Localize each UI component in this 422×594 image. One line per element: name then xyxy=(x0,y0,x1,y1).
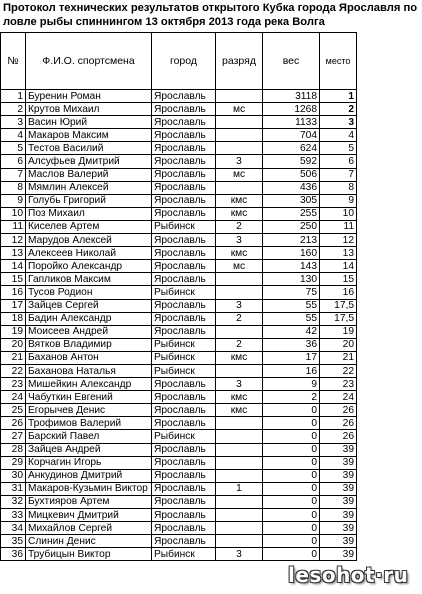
cell-city[interactable]: Ярославль xyxy=(152,456,216,469)
cell-weight[interactable]: 592 xyxy=(263,155,320,168)
cell-city[interactable]: Рыбинск xyxy=(152,430,216,443)
cell-place[interactable]: 26 xyxy=(320,417,357,430)
cell-rank[interactable]: кмс xyxy=(216,207,263,220)
cell-city[interactable]: Ярославль xyxy=(152,155,216,168)
cell-rank[interactable] xyxy=(216,325,263,338)
cell-name[interactable]: Моисеев Андрей xyxy=(26,325,152,338)
cell-name[interactable]: Голубь Григорий xyxy=(26,194,152,207)
cell-number[interactable]: 32 xyxy=(1,495,26,508)
col-header-name[interactable]: Ф.И.О. спортсмена xyxy=(26,33,152,90)
cell-city[interactable]: Ярославль xyxy=(152,482,216,495)
cell-rank[interactable] xyxy=(216,443,263,456)
table-row xyxy=(1,351,357,364)
cell-number[interactable]: 6 xyxy=(1,155,26,168)
cell-weight[interactable]: 0 xyxy=(263,417,320,430)
cell-name[interactable]: Буренин Роман xyxy=(26,90,152,103)
cell-place[interactable]: 20 xyxy=(320,338,357,351)
table-row xyxy=(1,129,357,142)
cell-number[interactable]: 5 xyxy=(1,142,26,155)
cell-weight[interactable]: 55 xyxy=(263,312,320,325)
cell-number[interactable]: 24 xyxy=(1,391,26,404)
cell-number[interactable]: 36 xyxy=(1,548,26,561)
cell-place[interactable]: 6 xyxy=(320,155,357,168)
cell-rank[interactable] xyxy=(216,129,263,142)
cell-name[interactable]: Марудов Алексей xyxy=(26,234,152,247)
cell-name[interactable]: Бухтияров Артем xyxy=(26,495,152,508)
cell-place[interactable]: 9 xyxy=(320,194,357,207)
cell-name[interactable]: Алексеев Николай xyxy=(26,247,152,260)
cell-rank[interactable]: кмс xyxy=(216,194,263,207)
cell-weight[interactable]: 55 xyxy=(263,299,320,312)
cell-number[interactable]: 2 xyxy=(1,103,26,116)
cell-weight[interactable]: 0 xyxy=(263,443,320,456)
cell-number[interactable]: 26 xyxy=(1,417,26,430)
cell-name[interactable]: Мямлин Алексей xyxy=(26,181,152,194)
cell-place[interactable]: 39 xyxy=(320,495,357,508)
cell-name[interactable]: Барский Павел xyxy=(26,430,152,443)
table-row xyxy=(1,312,357,325)
page-title: Протокол технических результатов открытого Кубка города Ярославля по ловле рыбы спиннингом 13 октября 2013 года река Волга xyxy=(3,2,418,28)
cell-city[interactable]: Ярославль xyxy=(152,299,216,312)
cell-rank[interactable]: 3 xyxy=(216,299,263,312)
cell-name[interactable]: Гапликов Максим xyxy=(26,273,152,286)
cell-number[interactable]: 13 xyxy=(1,247,26,260)
cell-weight[interactable]: 16 xyxy=(263,364,320,377)
cell-number[interactable]: 17 xyxy=(1,299,26,312)
cell-weight[interactable]: 213 xyxy=(263,234,320,247)
cell-city[interactable]: Ярославль xyxy=(152,234,216,247)
cell-city[interactable]: Ярославль xyxy=(152,116,216,129)
cell-weight[interactable]: 0 xyxy=(263,404,320,417)
cell-rank[interactable] xyxy=(216,116,263,129)
cell-weight[interactable]: 1268 xyxy=(263,103,320,116)
table-row xyxy=(1,207,357,220)
cell-rank[interactable] xyxy=(216,535,263,548)
cell-place[interactable]: 14 xyxy=(320,260,357,273)
cell-number[interactable]: 33 xyxy=(1,509,26,522)
cell-place[interactable]: 39 xyxy=(320,469,357,482)
cell-city[interactable]: Ярославль xyxy=(152,417,216,430)
cell-weight[interactable]: 42 xyxy=(263,325,320,338)
cell-number[interactable]: 11 xyxy=(1,220,26,233)
cell-name[interactable]: Трубицын Виктор xyxy=(26,548,152,561)
cell-city[interactable]: Ярославль xyxy=(152,260,216,273)
site-watermark xyxy=(288,556,422,594)
cell-place[interactable]: 24 xyxy=(320,391,357,404)
table-row xyxy=(1,417,357,430)
cell-weight[interactable]: 160 xyxy=(263,247,320,260)
cell-rank[interactable] xyxy=(216,495,263,508)
cell-city[interactable]: Ярославль xyxy=(152,207,216,220)
cell-weight[interactable]: 0 xyxy=(263,509,320,522)
cell-city[interactable]: Ярославль xyxy=(152,391,216,404)
cell-rank[interactable] xyxy=(216,509,263,522)
cell-number[interactable]: 22 xyxy=(1,364,26,377)
cell-place[interactable]: 39 xyxy=(320,443,357,456)
cell-weight[interactable]: 0 xyxy=(263,522,320,535)
table-row xyxy=(1,155,357,168)
cell-weight[interactable]: 255 xyxy=(263,207,320,220)
cell-place[interactable]: 21 xyxy=(320,351,357,364)
cell-place[interactable]: 39 xyxy=(320,509,357,522)
cell-rank[interactable] xyxy=(216,522,263,535)
cell-city[interactable]: Ярославль xyxy=(152,509,216,522)
cell-rank[interactable] xyxy=(216,286,263,299)
cell-number[interactable]: 29 xyxy=(1,456,26,469)
table-row xyxy=(1,391,357,404)
cell-name[interactable]: Бадин Александр xyxy=(26,312,152,325)
table-row xyxy=(1,299,357,312)
cell-number[interactable]: 34 xyxy=(1,522,26,535)
cell-rank[interactable]: кмс xyxy=(216,247,263,260)
cell-number[interactable]: 7 xyxy=(1,168,26,181)
results-table xyxy=(0,32,357,561)
cell-place[interactable]: 23 xyxy=(320,378,357,391)
table-row xyxy=(1,443,357,456)
table-row xyxy=(1,168,357,181)
watermark-text: lesohot·ru xyxy=(288,563,409,587)
cell-city[interactable]: Ярославль xyxy=(152,325,216,338)
table-row xyxy=(1,482,357,495)
cell-number[interactable]: 30 xyxy=(1,469,26,482)
cell-place[interactable]: 13 xyxy=(320,247,357,260)
col-header-city[interactable]: город xyxy=(152,33,216,90)
cell-city[interactable]: Ярославль xyxy=(152,103,216,116)
table-row xyxy=(1,116,357,129)
cell-place[interactable]: 26 xyxy=(320,430,357,443)
table-row xyxy=(1,522,357,535)
cell-rank[interactable] xyxy=(216,90,263,103)
cell-weight[interactable]: 704 xyxy=(263,129,320,142)
cell-rank[interactable]: 2 xyxy=(216,220,263,233)
cell-rank[interactable] xyxy=(216,142,263,155)
cell-rank[interactable]: 3 xyxy=(216,155,263,168)
cell-name[interactable]: Крутов Михаил xyxy=(26,103,152,116)
cell-name[interactable]: Егорычев Денис xyxy=(26,404,152,417)
cell-weight[interactable]: 17 xyxy=(263,351,320,364)
cell-rank[interactable] xyxy=(216,469,263,482)
cell-rank[interactable]: 2 xyxy=(216,312,263,325)
cell-number[interactable]: 8 xyxy=(1,181,26,194)
cell-name[interactable]: Поз Михаил xyxy=(26,207,152,220)
cell-place[interactable]: 26 xyxy=(320,404,357,417)
cell-name[interactable]: Макаров-Кузьмин Виктор xyxy=(26,482,152,495)
table-row xyxy=(1,535,357,548)
cell-name[interactable]: Михайлов Сергей xyxy=(26,522,152,535)
table-row xyxy=(1,234,357,247)
cell-place[interactable]: 39 xyxy=(320,535,357,548)
cell-city[interactable]: Рыбинск xyxy=(152,286,216,299)
cell-weight[interactable]: 0 xyxy=(263,430,320,443)
cell-name[interactable]: Макаров Максим xyxy=(26,129,152,142)
cell-weight[interactable]: 0 xyxy=(263,535,320,548)
cell-rank[interactable] xyxy=(216,181,263,194)
cell-place[interactable]: 16 xyxy=(320,286,357,299)
cell-number[interactable]: 20 xyxy=(1,338,26,351)
cell-city[interactable]: Ярославль xyxy=(152,404,216,417)
cell-number[interactable]: 4 xyxy=(1,129,26,142)
cell-number[interactable]: 31 xyxy=(1,482,26,495)
cell-name[interactable]: Мицкевич Дмитрий xyxy=(26,509,152,522)
cell-rank[interactable] xyxy=(216,273,263,286)
cell-number[interactable]: 14 xyxy=(1,260,26,273)
cell-weight[interactable]: 143 xyxy=(263,260,320,273)
cell-name[interactable]: Зайцев Андрей xyxy=(26,443,152,456)
cell-number[interactable]: 28 xyxy=(1,443,26,456)
table-row xyxy=(1,194,357,207)
table-row xyxy=(1,404,357,417)
cell-number[interactable]: 1 xyxy=(1,90,26,103)
col-header-number[interactable]: № xyxy=(1,33,26,90)
table-row xyxy=(1,220,357,233)
cell-rank[interactable]: мс xyxy=(216,103,263,116)
table-row xyxy=(1,378,357,391)
cell-place[interactable]: 22 xyxy=(320,364,357,377)
cell-number[interactable]: 10 xyxy=(1,207,26,220)
cell-weight[interactable]: 75 xyxy=(263,286,320,299)
cell-city[interactable]: Ярославль xyxy=(152,273,216,286)
cell-name[interactable]: Киселев Артем xyxy=(26,220,152,233)
cell-rank[interactable] xyxy=(216,456,263,469)
cell-place[interactable]: 2 xyxy=(320,103,357,116)
cell-city[interactable]: Рыбинск xyxy=(152,351,216,364)
cell-city[interactable]: Рыбинск xyxy=(152,548,216,561)
header-row xyxy=(1,33,357,90)
table-row xyxy=(1,469,357,482)
cell-city[interactable]: Рыбинск xyxy=(152,338,216,351)
table-row xyxy=(1,247,357,260)
cell-weight[interactable]: 0 xyxy=(263,495,320,508)
cell-name[interactable]: Тусов Родион xyxy=(26,286,152,299)
cell-number[interactable]: 23 xyxy=(1,378,26,391)
table-row xyxy=(1,430,357,443)
cell-place[interactable]: 3 xyxy=(320,116,357,129)
cell-number[interactable]: 27 xyxy=(1,430,26,443)
cell-city[interactable]: Рыбинск xyxy=(152,220,216,233)
table-row xyxy=(1,273,357,286)
table-row xyxy=(1,495,357,508)
cell-number[interactable]: 25 xyxy=(1,404,26,417)
cell-name[interactable]: Трофимов Валерий xyxy=(26,417,152,430)
cell-place[interactable]: 7 xyxy=(320,168,357,181)
cell-weight[interactable]: 506 xyxy=(263,168,320,181)
table-row xyxy=(1,142,357,155)
table-row xyxy=(1,456,357,469)
cell-name[interactable]: Васин Юрий xyxy=(26,116,152,129)
cell-number[interactable]: 3 xyxy=(1,116,26,129)
cell-city[interactable]: Ярославль xyxy=(152,90,216,103)
cell-weight[interactable]: 2 xyxy=(263,391,320,404)
table-row xyxy=(1,181,357,194)
cell-city[interactable]: Ярославль xyxy=(152,378,216,391)
cell-weight[interactable]: 305 xyxy=(263,194,320,207)
cell-name[interactable]: Поройко Александр xyxy=(26,260,152,273)
cell-rank[interactable]: 3 xyxy=(216,378,263,391)
cell-place[interactable]: 11 xyxy=(320,220,357,233)
cell-place[interactable]: 10 xyxy=(320,207,357,220)
cell-number[interactable]: 35 xyxy=(1,535,26,548)
cell-number[interactable]: 9 xyxy=(1,194,26,207)
cell-city[interactable]: Ярославль xyxy=(152,495,216,508)
table-row xyxy=(1,286,357,299)
cell-weight[interactable]: 0 xyxy=(263,548,320,561)
cell-place[interactable]: 39 xyxy=(320,456,357,469)
cell-name[interactable]: Анкудинов Дмитрий xyxy=(26,469,152,482)
cell-city[interactable]: Ярославль xyxy=(152,194,216,207)
cell-name[interactable]: Мишейкин Александр xyxy=(26,378,152,391)
cell-weight[interactable]: 624 xyxy=(263,142,320,155)
cell-city[interactable]: Ярославль xyxy=(152,312,216,325)
cell-rank[interactable]: 3 xyxy=(216,548,263,561)
cell-rank[interactable] xyxy=(216,430,263,443)
cell-rank[interactable]: кмс xyxy=(216,404,263,417)
cell-name[interactable]: Баханова Наталья xyxy=(26,364,152,377)
cell-weight[interactable]: 1133 xyxy=(263,116,320,129)
cell-place[interactable]: 4 xyxy=(320,129,357,142)
cell-weight[interactable]: 0 xyxy=(263,469,320,482)
cell-rank[interactable] xyxy=(216,364,263,377)
cell-place[interactable]: 8 xyxy=(320,181,357,194)
cell-name[interactable]: Баханов Антон xyxy=(26,351,152,364)
cell-place[interactable]: 19 xyxy=(320,325,357,338)
cell-weight[interactable]: 0 xyxy=(263,456,320,469)
cell-place[interactable]: 39 xyxy=(320,522,357,535)
cell-name[interactable]: Маслов Валерий xyxy=(26,168,152,181)
cell-name[interactable]: Вятков Владимир xyxy=(26,338,152,351)
cell-rank[interactable]: 2 xyxy=(216,338,263,351)
cell-rank[interactable]: мс xyxy=(216,260,263,273)
cell-place[interactable]: 12 xyxy=(320,234,357,247)
cell-city[interactable]: Ярославль xyxy=(152,168,216,181)
cell-number[interactable]: 19 xyxy=(1,325,26,338)
cell-city[interactable]: Ярославль xyxy=(152,181,216,194)
cell-city[interactable]: Ярославль xyxy=(152,535,216,548)
cell-weight[interactable]: 0 xyxy=(263,482,320,495)
col-header-place[interactable]: место xyxy=(320,33,357,90)
cell-city[interactable]: Ярославль xyxy=(152,129,216,142)
cell-name[interactable]: Слинин Денис xyxy=(26,535,152,548)
table-row xyxy=(1,103,357,116)
cell-weight[interactable]: 436 xyxy=(263,181,320,194)
table-row xyxy=(1,364,357,377)
cell-place[interactable]: 15 xyxy=(320,273,357,286)
cell-place[interactable]: 17,5 xyxy=(320,312,357,325)
cell-rank[interactable] xyxy=(216,417,263,430)
table-row xyxy=(1,90,357,103)
cell-city[interactable]: Ярославль xyxy=(152,247,216,260)
cell-name[interactable]: Корчагин Игорь xyxy=(26,456,152,469)
cell-name[interactable]: Чабуткин Евгений xyxy=(26,391,152,404)
cell-place[interactable]: 17,5 xyxy=(320,299,357,312)
cell-rank[interactable]: кмс xyxy=(216,351,263,364)
table-row xyxy=(1,260,357,273)
cell-number[interactable]: 12 xyxy=(1,234,26,247)
cell-city[interactable]: Ярославль xyxy=(152,142,216,155)
cell-number[interactable]: 18 xyxy=(1,312,26,325)
cell-name[interactable]: Зайцев Сергей xyxy=(26,299,152,312)
cell-place[interactable]: 39 xyxy=(320,548,357,561)
cell-rank[interactable]: мс xyxy=(216,168,263,181)
cell-place[interactable]: 1 xyxy=(320,90,357,103)
col-header-rank[interactable]: разряд xyxy=(216,33,263,90)
cell-weight[interactable]: 130 xyxy=(263,273,320,286)
cell-city[interactable]: Рыбинск xyxy=(152,364,216,377)
cell-weight[interactable]: 9 xyxy=(263,378,320,391)
cell-weight[interactable]: 3118 xyxy=(263,90,320,103)
cell-rank[interactable]: 1 xyxy=(216,482,263,495)
cell-rank[interactable]: 3 xyxy=(216,234,263,247)
cell-place[interactable]: 5 xyxy=(320,142,357,155)
cell-city[interactable]: Ярославль xyxy=(152,443,216,456)
cell-number[interactable]: 15 xyxy=(1,273,26,286)
cell-number[interactable]: 21 xyxy=(1,351,26,364)
table-row xyxy=(1,325,357,338)
table-row xyxy=(1,338,357,351)
cell-weight[interactable]: 250 xyxy=(263,220,320,233)
cell-name[interactable]: Тестов Василий xyxy=(26,142,152,155)
cell-city[interactable]: Ярославль xyxy=(152,469,216,482)
cell-weight[interactable]: 36 xyxy=(263,338,320,351)
table-row xyxy=(1,509,357,522)
cell-city[interactable]: Ярославль xyxy=(152,522,216,535)
col-header-weight[interactable]: вес xyxy=(263,33,320,90)
cell-rank[interactable]: кмс xyxy=(216,391,263,404)
cell-number[interactable]: 16 xyxy=(1,286,26,299)
cell-place[interactable]: 39 xyxy=(320,482,357,495)
cell-name[interactable]: Алсуфьев Дмитрий xyxy=(26,155,152,168)
